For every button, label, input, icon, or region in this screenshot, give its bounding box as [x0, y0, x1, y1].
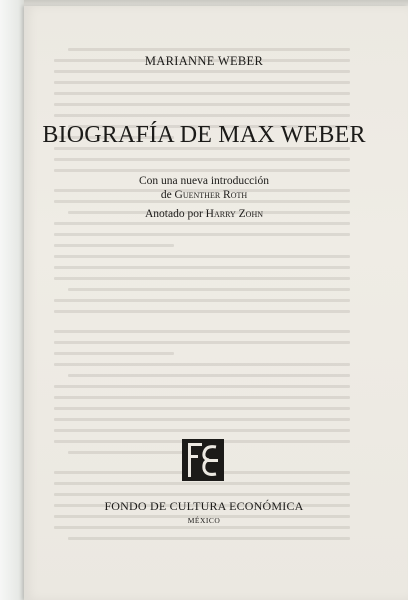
show-through-line: [54, 244, 174, 247]
show-through-line: [54, 482, 350, 485]
show-through-line: [54, 330, 350, 333]
show-through-line: [54, 299, 350, 302]
show-through-line: [68, 288, 350, 291]
publisher-city: MÉXICO: [187, 516, 221, 525]
annotator-name: Harry Zohn: [205, 208, 263, 220]
show-through-line: [54, 493, 350, 496]
show-through-line: [54, 266, 350, 269]
show-through-line: [54, 103, 350, 106]
show-through-line: [54, 114, 350, 117]
show-through-line: [54, 169, 350, 172]
show-through-line: [54, 70, 350, 73]
publisher-name: FONDO DE CULTURA ECONÓMICA: [104, 499, 304, 513]
show-through-line: [54, 81, 350, 84]
show-through-line: [68, 48, 350, 51]
show-through-line: [54, 385, 350, 388]
show-through-line: [68, 374, 350, 377]
book-title: BIOGRAFÍA DE MAX WEBER: [42, 122, 366, 148]
show-through-line: [54, 396, 350, 399]
show-through-line: [54, 233, 350, 236]
annotation-prefix: Anotado por: [144, 208, 203, 220]
show-through-line: [54, 526, 350, 529]
show-through-text: [44, 40, 364, 560]
introduction-credit: [0, 174, 408, 202]
introduction-prefix: de: [160, 189, 172, 201]
introduction-author: Guenther Roth: [174, 189, 248, 201]
show-through-line: [54, 222, 350, 225]
show-through-line: [68, 451, 188, 454]
show-through-line: [54, 363, 350, 366]
show-through-line: [54, 407, 350, 410]
show-through-line: [54, 92, 350, 95]
show-through-line: [54, 255, 350, 258]
show-through-line: [54, 352, 174, 355]
show-through-line: [54, 277, 350, 280]
fce-publisher-logo-icon: [182, 439, 224, 481]
show-through-line: [68, 537, 350, 540]
show-through-line: [54, 418, 350, 421]
show-through-line: [54, 310, 350, 313]
introduction-author-line: [0, 188, 408, 202]
show-through-line: [54, 429, 350, 432]
show-through-line: [54, 158, 350, 161]
introduction-line: Con una nueva introducción: [139, 175, 269, 187]
annotation-credit: [0, 208, 408, 220]
author-name: MARIANNE WEBER: [144, 54, 264, 68]
show-through-line: [54, 341, 350, 344]
